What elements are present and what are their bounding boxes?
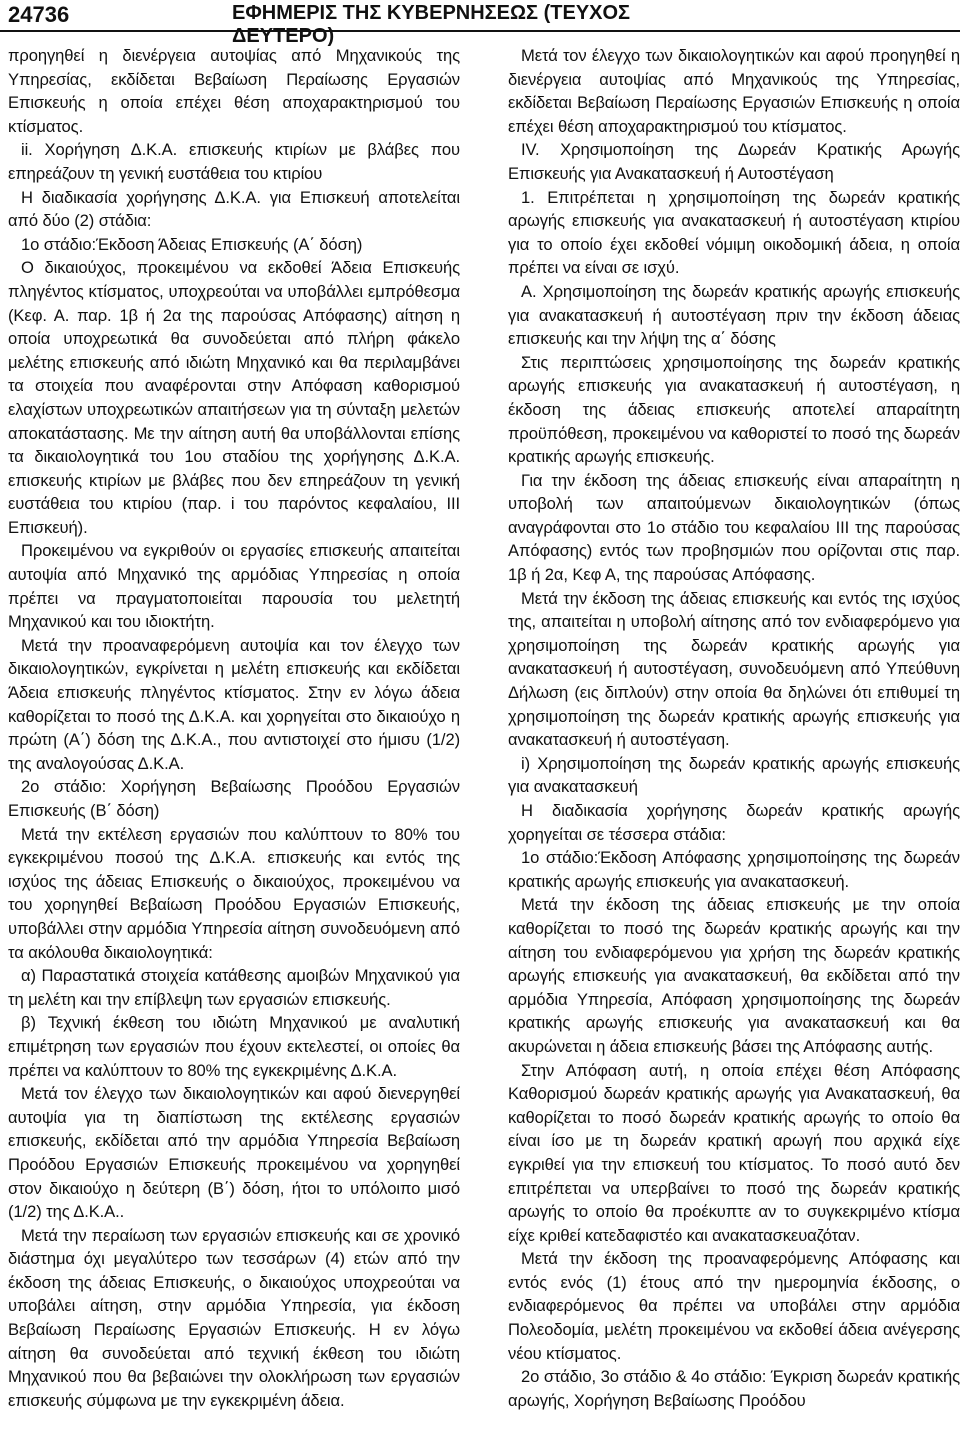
paragraph: Προκειμένου να εγκριθούν οι εργασίες επισκευής απαιτείται αυτοψία από Μηχανικό της αρμόδιας Υπηρεσίας η οποία πρέπει να πραγματοποιείται παρουσία του μελετητή Μηχανικού και του ιδιοκτήτη. bbox=[8, 541, 460, 632]
paragraph: Στην Απόφαση αυτή, η οποία επέχει θέση Απόφασης Καθορισμού δωρεάν κρατικής αρωγής για Ανακατασκευή, θα καθορίζεται το ποσό δωρεάν κρατικής αρωγής το οποίο θα είναι ίσο με τη δωρεάν κρατική αρωγή που αρχικά είχε εγκριθεί για την επισκευή του κτίσματος. Το ποσό αυτό δεν επιτρέπεται να υπερβαίνει το ποσό της δωρεάν κρατικής αρωγής το οποίο θα προέκυπτε αν το συγκεκριμένο κτίσμα είχε κριθεί κατεδαφιστέο και ανακατασκευαζόταν. bbox=[508, 1060, 960, 1245]
paragraph: Μετά την περαίωση των εργασιών επισκευής και σε χρονικό διάστημα όχι μεγαλύτερο των τεσσάρων (4) ετών από την έκδοση της άδειας Επισκευής, ο δικαιούχος υποχρεούται να υποβάλει αίτηση, στην αρμόδια Υπηρεσία, για έκδοση Βεβαίωση Περαίωσης Εργασιών Επισκευής. Η εν λόγω αίτηση θα συνοδεύεται από τεχνική έκθεση του ιδιώτη Μηχανικού που θα βεβαιώνει την ολοκλήρωση των εργασιών επισκευής σύμφωνα με την εγκεκριμένη άδεια. bbox=[8, 1225, 460, 1410]
stage-heading: 2ο στάδιο: Χορήγηση Βεβαίωσης Προόδου Εργασιών Επισκευής (Β΄ δόση) bbox=[8, 777, 460, 820]
paragraph: Μετά τον έλεγχο των δικαιολογητικών και αφού διενεργηθεί αυτοψία για τη διαπίστωση της εκτέλεσης εργασιών επισκευής, εκδίδεται από την αρμόδια Υπηρεσία Βεβαίωση Προόδου Εργασιών Επισκευής προκειμένου να χορηγηθεί στον δικαιούχο η δεύτερη (Β΄) δόση, ήτοι το υπόλοιπο μισό (1/2) της Δ.Κ.Α.. bbox=[8, 1084, 460, 1222]
left-column bbox=[8, 44, 460, 1412]
paragraph: Μετά την εκτέλεση εργασιών που καλύπτουν το 80% του εγκεκριμένου ποσού της Δ.Κ.Α. επισκευής και εντός της ισχύος της άδειας Επισκευής ο δικαιούχος, προκειμένου να του χορηγηθεί Βεβαίωση Προόδου Εργασιών Επισκευής, υποβάλλει στην αρμόδια Υπηρεσία αίτηση συνοδευόμενη από τα ακόλουθα δικαιολογητικά: bbox=[8, 824, 460, 962]
list-item: β) Τεχνική έκθεση του ιδιώτη Μηχανικού με αναλυτική επιμέτρηση των εργασιών που έχουν εκτελεστεί, οι οποίες θα πρέπει να καλύπτουν το 80% της εγκεκριμένης Δ.Κ.Α. bbox=[8, 1013, 460, 1080]
subsection-heading: Α. Χρησιμοποίηση της δωρεάν κρατικής αρωγής επισκευής για ανακατασκευή ή αυτοστέγαση πριν την έκδοση άδειας επισκευής και την λήψη της α΄ δόσης bbox=[508, 281, 960, 349]
stage-heading: 2ο στάδιο, 3ο στάδιο & 4ο στάδιο: Έγκριση δωρεάν κρατικής αρωγής, Χορήγηση Βεβαίωσης Προόδου bbox=[508, 1367, 960, 1410]
paragraph: προηγηθεί η διενέργεια αυτοψίας από Μηχανικούς της Υπηρεσίας, εκδίδεται Βεβαίωση Περαίωσης Εργασιών Επισκευής η οποία επέχει θέση αποχαρακτηρισμού του κτίσματος. bbox=[8, 46, 460, 136]
paragraph: Η διαδικασία χορήγησης Δ.Κ.Α. για Επισκευή αποτελείται από δύο (2) στάδια: bbox=[8, 187, 460, 231]
right-column bbox=[508, 44, 960, 1412]
stage-heading: 1ο στάδιο:Έκδοση Απόφασης χρησιμοποίησης της δωρεάν κρατικής αρωγής επισκευής για ανακατασκευή. bbox=[508, 848, 960, 891]
header-rule bbox=[0, 30, 960, 32]
section-heading: ii. Χορήγηση Δ.Κ.Α. επισκευής κτιρίων με βλάβες που επηρεάζουν τη γενική ευστάθεια του κτιρίου bbox=[8, 140, 460, 183]
paragraph: Η διαδικασία χορήγησης δωρεάν κρατικής αρωγής χορηγείται σε τέσσερα στάδια: bbox=[508, 801, 960, 844]
paragraph: Στις περιπτώσεις χρησιμοποίησης της δωρεάν κρατικής αρωγής επισκευής για ανακατασκευή ή αυτοστέγαση, η έκδοση της άδειας επισκευής αποτελεί απαραίτητη προϋπόθεση, προκειμένου να καθοριστεί το ποσό της δωρεάν κρατικής αρωγής επισκευής. bbox=[508, 352, 960, 467]
gazette-title: ΕΦΗΜΕΡΙΣ ΤΗΣ ΚΥΒΕΡΝΗΣΕΩΣ (ΤΕΥΧΟΣ ΔΕΥΤΕΡΟ) bbox=[232, 2, 631, 47]
paragraph: Μετά την έκδοση της άδειας επισκευής και εντός της ισχύος της, απαιτείται η υποβολή αίτησης από τον ενδιαφερόμενο για χρησιμοποίηση της δωρεάν κρατικής αρωγής για ανακατασκευή ή αυτοστέγαση, συνοδευόμενη από Υπεύθυνη Δήλωση (εις διπλούν) στην οποία θα δηλώνει ότι επιθυμεί τη χρησιμοποίηση της δωρεάν κρατικής αρωγής επισκευής για ανακατασκευή ή αυτοστέγαση. bbox=[508, 588, 960, 750]
paragraph: Μετά την έκδοση της προαναφερόμενης Απόφασης και εντός ενός (1) έτους από την ημερομηνία έκδοσης, ο ενδιαφερόμενος θα πρέπει να υποβάλει στην αρμόδια Πολεοδομία, μελέτη προκειμένου να εκδοθεί άδεια ανέγερσης νέου κτίσματος. bbox=[508, 1249, 960, 1363]
paragraph: Μετά την έκδοση της άδειας επισκευής με την οποία καθορίζεται το ποσό της δωρεάν κρατικής αρωγής και την αίτηση του ενδιαφερόμενου για χρήση της δωρεάν κρατικής αρωγής επισκευής για ανακατασκευή, θα εκδίδεται από την αρμόδια Υπηρεσία, Απόφαση χρησιμοποίησης της δωρεάν κρατικής αρωγής επισκευής για ανακατασκευή και θα ακυρώνεται η άδεια επισκευής βάσει της Απόφασης αυτής. bbox=[508, 895, 960, 1056]
paragraph: Για την έκδοση της άδειας επισκευής είναι απαραίτητη η υποβολή των απαιτούμενων δικαιολογητικών (όπως αναγράφονται στο 1ο στάδιο του κεφαλαίου III της παρούσας Απόφασης) εντός των προβησμιών που ορίζονται στις παρ. 1β ή 2α, Κεφ Α, της παρούσας Απόφασης. bbox=[508, 470, 960, 585]
paragraph: 1. Επιτρέπεται η χρησιμοποίηση της δωρεάν κρατικής αρωγής επισκευής για ανακατασκευή ή αυτοστέγαση κτιρίου για το οποίο έχει εκδοθεί νόμιμη οικοδομική άδεια, η οποία πρέπει να είναι σε ισχύ. bbox=[508, 187, 960, 278]
stage-heading: 1ο στάδιο:Έκδοση Άδειας Επισκευής (Α΄ δόση) bbox=[21, 234, 363, 254]
paragraph: Ο δικαιούχος, προκειμένου να εκδοθεί Άδεια Επισκευής πληγέντος κτίσματος, υποχρεούται να υποβάλλει εμπρόθεσμα (Κεφ. Α. παρ. 1β ή 2α της παρούσας Απόφασης) αίτηση η οποία υποχρεωτικά θα συνοδεύεται από πλήρη φάκελο μελέτης επισκευής από ιδιώτη Μηχανικό και θα περιλαμβάνει τα στοιχεία που αναφέρονται στην Απόφαση καθορισμού ελαχίστων υποχρεωτικών απαιτήσεων για τη σύνταξη μελετών αποκατάστασης. Με την αίτηση αυτή θα υποβάλλονται επίσης τα δικαιολογητικά του 1ου σταδίου της χορήγησης Δ.Κ.Α. επισκευής κτιρίων με βλάβες που δεν επηρεάζουν τη γενική ευστάθεια του κτιρίου (παρ. i του παρόντος κεφαλαίου, III Επισκευή). bbox=[8, 258, 460, 537]
paragraph: Μετά τον έλεγχο των δικαιολογητικών και αφού προηγηθεί η διενέργεια αυτοψίας από Μηχανικούς της Υπηρεσίας, εκδίδεται Βεβαίωση Περαίωσης Εργασιών Επισκευής η οποία επέχει θέση αποχαρακτηρισμού του κτίσματος. bbox=[508, 46, 960, 136]
page-number: 24736 bbox=[8, 2, 70, 27]
section-heading: IV. Χρησιμοποίηση της Δωρεάν Κρατικής Αρωγής Επισκευής για Ανακατασκευή ή Αυτοστέγαση bbox=[508, 140, 960, 183]
paragraph: Μετά την προαναφερόμενη αυτοψία και τον έλεγχο των δικαιολογητικών, εγκρίνεται η μελέτη επισκευής και εκδίδεται Άδεια επισκευής πληγέντος κτίσματος. Στην εν λόγω άδεια καθορίζεται το ποσό της Δ.Κ.Α. και χορηγείται στο δικαιούχο η πρώτη (Α΄) δόση της Δ.Κ.Α., που αντιστοιχεί στο ήμισυ (1/2) της αναλογούσας Δ.Κ.Α. bbox=[8, 635, 460, 773]
list-item: α) Παραστατικά στοιχεία κατάθεσης αμοιβών Μηχανικού για τη μελέτη και την επίβλεψη των εργασιών επισκευής. bbox=[8, 966, 460, 1009]
subsection-heading: i) Χρησιμοποίηση της δωρεάν κρατικής αρωγής επισκευής για ανακατασκευή bbox=[508, 753, 960, 797]
page-header bbox=[0, 0, 960, 47]
